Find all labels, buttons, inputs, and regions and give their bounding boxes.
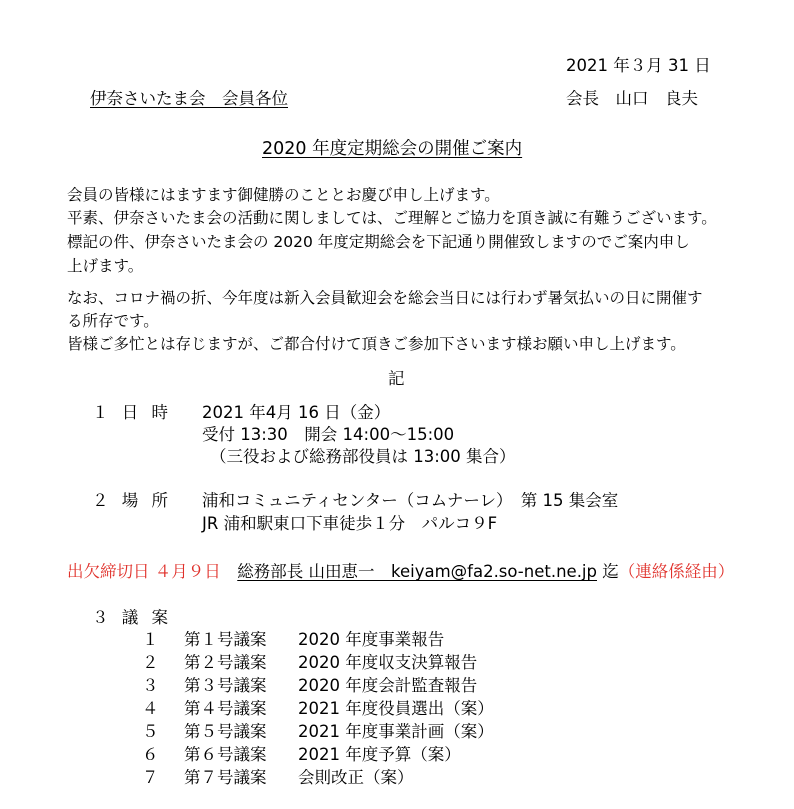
agenda-name: 第５号議案 — [184, 722, 267, 741]
body-line: 会員の皆様にはますます御健勝のこととお慶び申し上げます。 — [67, 186, 500, 204]
body-line: 皆様ご多忙とは存じますが、ご都合付けて頂きご参加下さいます様お願い申し上げます。 — [67, 335, 686, 353]
body-line: る所存です。 — [67, 312, 159, 330]
agenda-desc: 2020 年度事業報告 — [298, 630, 445, 649]
deadline-label: 出欠締切日 ４月９日 — [67, 562, 221, 581]
agenda-desc: 2021 年度予算（案） — [298, 745, 461, 764]
agenda-desc: 2021 年度役員選出（案） — [298, 699, 494, 718]
agenda-no: ４ — [142, 699, 159, 718]
body-line: 上げます。 — [67, 257, 144, 275]
agenda-desc: 会則改正（案） — [298, 768, 414, 787]
body-line: 標記の件、伊奈さいたま会の 2020 年度定期総会を下記通り開催致しますのでご案内申し — [67, 233, 690, 251]
item2-label: ２ 場 所 — [92, 491, 168, 510]
item2-venue: 浦和コミュニティセンター（コムナーレ） 第 15 集会室 — [202, 491, 619, 510]
item1-label: １ 日 時 — [92, 403, 168, 422]
agenda-no: ２ — [142, 653, 159, 672]
ki-heading: 記 — [388, 369, 405, 388]
deadline-line — [67, 561, 734, 583]
body-line: 平素、伊奈さいたま会の活動に関しましては、ご理解とご協力を頂き誠に有難うございます。 — [67, 209, 717, 227]
agenda-no: １ — [142, 630, 159, 649]
deadline-via: （連絡係経由） — [618, 562, 735, 581]
agenda-no: ６ — [142, 745, 159, 764]
agenda-name: 第４号議案 — [184, 699, 267, 718]
agenda-no: ３ — [142, 676, 159, 695]
agenda-name: 第７号議案 — [184, 768, 267, 787]
agenda-name: 第２号議案 — [184, 653, 267, 672]
agenda-name: 第１号議案 — [184, 630, 267, 649]
deadline-made: 迄 — [602, 562, 619, 581]
agenda-desc: 2021 年度事業計画（案） — [298, 722, 494, 741]
agenda-name: 第６号議案 — [184, 745, 267, 764]
item1-date: 2021 年4月 16 日（金） — [202, 403, 391, 422]
agenda-no: ５ — [142, 722, 159, 741]
item1-note: （三役および総務部役員は 13:00 集合） — [210, 447, 516, 466]
document-date: 2021 年３月 31 日 — [566, 56, 711, 75]
document-title: 2020 年度定期総会の開催ご案内 — [262, 139, 523, 159]
agenda-no: ７ — [142, 768, 159, 787]
sender: 会長 山口 良夫 — [566, 89, 698, 108]
agenda-name: 第３号議案 — [184, 676, 267, 695]
body-line: なお、コロナ禍の折、今年度は新入会員歓迎会を総会当日には行わず暑気払いの日に開催す — [67, 289, 703, 307]
agenda-desc: 2020 年度収支決算報告 — [298, 653, 478, 672]
deadline-contact[interactable]: 総務部長 山田恵一 keiyam@fa2.so-net.ne.jp — [237, 562, 597, 581]
item2-access: JR 浦和駅東口下車徒歩１分 パルコ９F — [202, 514, 498, 533]
item3-label: ３ 議 案 — [92, 608, 168, 627]
agenda-desc: 2020 年度会計監査報告 — [298, 676, 478, 695]
item1-time: 受付 13:30 開会 14:00～15:00 — [202, 425, 455, 444]
addressee: 伊奈さいたま会 会員各位 — [90, 89, 288, 108]
